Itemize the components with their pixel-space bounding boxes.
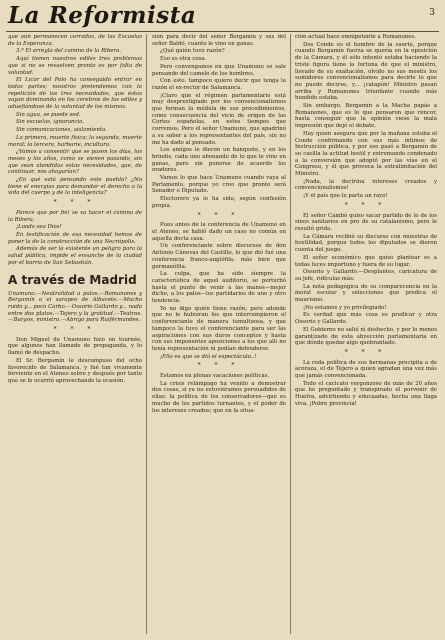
paragraph: ¡Loado sea Dios! (16, 224, 62, 231)
paragraph: ¡Nada, la doctrina intereses creados y convencionalismos! (295, 178, 437, 192)
column-divider (290, 34, 291, 634)
paragraph: que aún permanecen cerrados, de las Escuelas de la Esperanza. (8, 34, 142, 47)
paragraph: Vamos lo que hace Unamuno cuando vaya al Parlamento, porque yo creo que pronto será Senador o Diputado. (152, 175, 286, 195)
separator-stars: * * * (53, 199, 97, 207)
paragraph: Todo el cacicato vergonzoso de más de 20 años que he preguntado y transpirado el porvenir de Huelva, advirtiendo y educaadas, hecha una llaga viva. ¡Pobre provincia! (295, 380, 437, 407)
paragraph: Ossorio y Gallardo.—Desplantes, caricatura de su jefe, ridículas más. (295, 269, 437, 282)
paragraph: Es verdad que más cosa es predicar y otra Ossorio y Gallardo. (295, 312, 437, 326)
header-rule (6, 31, 439, 32)
paragraph: Aquí tienen nuestros ediles tres problemas que si no se resuelven pronto es por falta de voluntad. (8, 56, 142, 76)
paragraph: ¡No estamos y yo privilegiado! (303, 304, 387, 311)
paragraph: ¿En qué está pensando este pueblo? ¿No tiene el energías para demandar el derecho a la vida del cuerpo y de la inteligencia? (8, 177, 142, 197)
paragraph: Don Miguel de Unamuno hizo un tournée, que algunos han llamado de propaganda, y lo llamó de despacho. (8, 336, 142, 357)
paragraph: Pues antes de la conferencia de Unamuno en el Ateneo, se habló dado un caso no común en aquella docta casa. (152, 222, 286, 242)
section-title: A través de Madrid (8, 272, 137, 287)
paragraph: La culpa, que ha sido siempre la característica de aquel auditorio, se perturbó hasta el punto de venir a las manos—mejor dicho, a los palos—los partidarios de uno y otro tendencia. (152, 271, 286, 305)
paragraph: Pero convengamos en que Unamuno se sale pensando del camelo de los hombres. (152, 63, 286, 77)
paragraph: ¿Vamos a consentir que se pasen los días, los meses y los años, como se vienen pasando, sin que sean atendidas estas necesidades, que, de continuar, nos ahogarían? (8, 149, 142, 176)
paragraph: El señor económico que quiso plantear es a todas luces importuno y fuera de su lugar. (295, 254, 437, 268)
paragraph: sión para decir del señor Bergamín y sus del señor Baldó, cuanto le vino en ganas. (152, 34, 286, 47)
page-number: 3 (429, 8, 435, 18)
paragraph: En testificación de esa necesidad hemos de poner la de la construcción de una Necrópolis. (8, 231, 142, 245)
paragraph: La Cámara recibió su discurso con muestras de hostilidad, porque todos los diputados se dieron cuenta del juego. (295, 233, 437, 254)
paragraph: ¡Ello es que se dió el espectáculo..! (160, 353, 257, 360)
paragraph: El Sr. Bergamín le descompuso del ocho favorecido de Salamanca, y fué tan vivamente ferviente en el Ateneo sobre y después por tanto que se le ocurrió aprovechando la ocasión. (8, 357, 142, 384)
paragraph: Además de ser la existente un peligro para la salud pública, impide el ensanche de la ciudad por el barrio de San Sebastián. (8, 246, 142, 266)
separator-stars: * * * (197, 362, 241, 370)
paragraph: Hay quien asegura que por la mañana estaba el Conde confirmando con sus más íntimos de Instrucción pública, y por eso pasó a Bergamín de su casilla la actitud hostil y extremando condenado a la conversión que adoptó por las vías en el Congreso, y él que provoca la extralimitación del Ministro. (295, 130, 437, 178)
paragraph: Eso es otra cosa. (160, 56, 207, 63)
paragraph: Dos Conde es el hombre de la suerte, porque cuando Bergamín fuerza se quería en la oposición de la Cámara, y él sólo intentó estaba haciendo la triste figura tiene la fortuna de que el ministro, llevado de su exaltación, olvido no sus meetis los sumidores convencionalismos para decirle lo que no puede decirse, y... ¡catapún! Ministro pasan arriba y Romanones triunfante cuando más hundido estaba. (295, 41, 437, 102)
section-summary: Unamuno.—Neutralidad a palos.—Romanones y Bergamín o el sarapeo de Albacete.—Macho ruido y... poco Carbo.—Ossorio Gallardo y... nada entre dos platos.—Tejero y la gratitud.—Teatros.—Burgos, ministro.—Abrigo para Ruiférmandes. (8, 290, 142, 324)
paragraph: Con esto, tampoco quiero decir que tenga la razón el ex-rector de Salamanca. (152, 78, 286, 91)
separator-stars: * * * (344, 201, 388, 209)
paragraph: ¿Qué quién tuvo razón? (160, 48, 225, 55)
paragraph: La roda política de sus hermanas precipita a de acoraza, el de Tejero a quien agradan una vez más que jamás convencionada. (295, 359, 437, 380)
paragraph: El señor Cambó quiso sacar partido de lo de los sinos sanitarios en pro de su catalanismo, pero le resultó grida. (295, 212, 437, 232)
paragraph: Los amigos le dieron un banquete, y en los brindis, cada uno abonando de lo que le vino en ganas, pero sin ponerse de acuerdo los oradores. (152, 147, 286, 174)
paragraph: Un conferenciante sobre discursos de don Antonio Cánovas del Castillo, lo que dió fué una conferencia franco-anglófila, más bien que germanófila. (152, 243, 286, 270)
paragraph: El Licor del Polo ha conseguido entrar en todas partes; nosotros pretendemos con la repetición de los tres necesidades, que éstas vayan dominando en los cerebros de los ediles y aduefiándose de la voluntad de los mismos. (8, 77, 142, 111)
paragraph: Electorero ya lo ha sido, según confesión propia. (152, 196, 286, 209)
paragraph: 3.ª El arreglo del camino de la Ribera. (16, 48, 121, 55)
paragraph: El Gobierno no salió ni deshecho, y por lo menos garantizado de esta abyección parlamentaria en que dónde quedar algo quebrantado. (295, 326, 437, 347)
separator-stars: * * * (344, 348, 388, 356)
masthead-title: La Reformista (8, 2, 197, 29)
paragraph: Sin agua, se puede sed. (16, 111, 81, 118)
paragraph: Sin comunicaciones, aislamiento. (16, 127, 107, 134)
column-divider (146, 34, 147, 634)
page-header (6, 2, 439, 32)
column-3 (295, 34, 437, 634)
paragraph: La crisis relámpago ha venido a demostrar dos cosas, si ya no estuviéramos persuadidos de ellas: la política de los conservadores—que es mucho de los partidos turnantes, y el poder de los intereses creados; que en la situa- (152, 380, 286, 414)
paragraph: ¡Y el país que le parta un rayo! (303, 193, 388, 200)
paragraph: Sin escuelas, ignorancia. (16, 119, 85, 126)
paragraph: Parece que por fin! se va hacer el camino de la Ribera. (8, 209, 142, 223)
paragraph: La nota pedagógica de su comparecencia en la moral escolar y selecciones que predica el maurismo. (295, 283, 437, 304)
paragraph: ción actual hace omnipotente a Romanones. (295, 34, 416, 40)
paragraph: Estamos en plenas vacaciones políticas. (160, 373, 270, 380)
paragraph: Yo no digo quién tiene razón; pero adonde que no le hubieran los que interrumpieron el conferenciante de manera tumultuosa, y que tampoco la tuvo el conferenciante para ser las aspiraciones con sus duros conceptos y hasta con sus imponentes aposiciones a los que allí no tenía representación ni podían defenderse. (152, 305, 286, 352)
separator-stars: * * * (197, 211, 241, 219)
separator-stars: * * * (53, 326, 97, 334)
paragraph: La primera, muerte física; la segunda, muerte moral; la tercera, barbarie, incultura. (8, 134, 142, 148)
paragraph: Sin embargo, Bergamín a la Macha papás a Romanones, que es lo que pensaron que rencor, hasta conseguir que la opinión viese la mala impresión que dejó el debate. (295, 103, 437, 130)
paragraph: ¡Claro que el régimen parlamentario está muy desprestigiado por los convencionalismos que forman la médula de sus procedimientos, como consecuencia del vicio de origen de las Cortes españolas, en estos tiempos que corremos. Pero el señor Unamuno, que apadrinó a su saber a los representantes del país, sin no me ha dado al pensado. (152, 92, 286, 146)
column-2 (152, 34, 286, 634)
column-1 (8, 34, 142, 634)
